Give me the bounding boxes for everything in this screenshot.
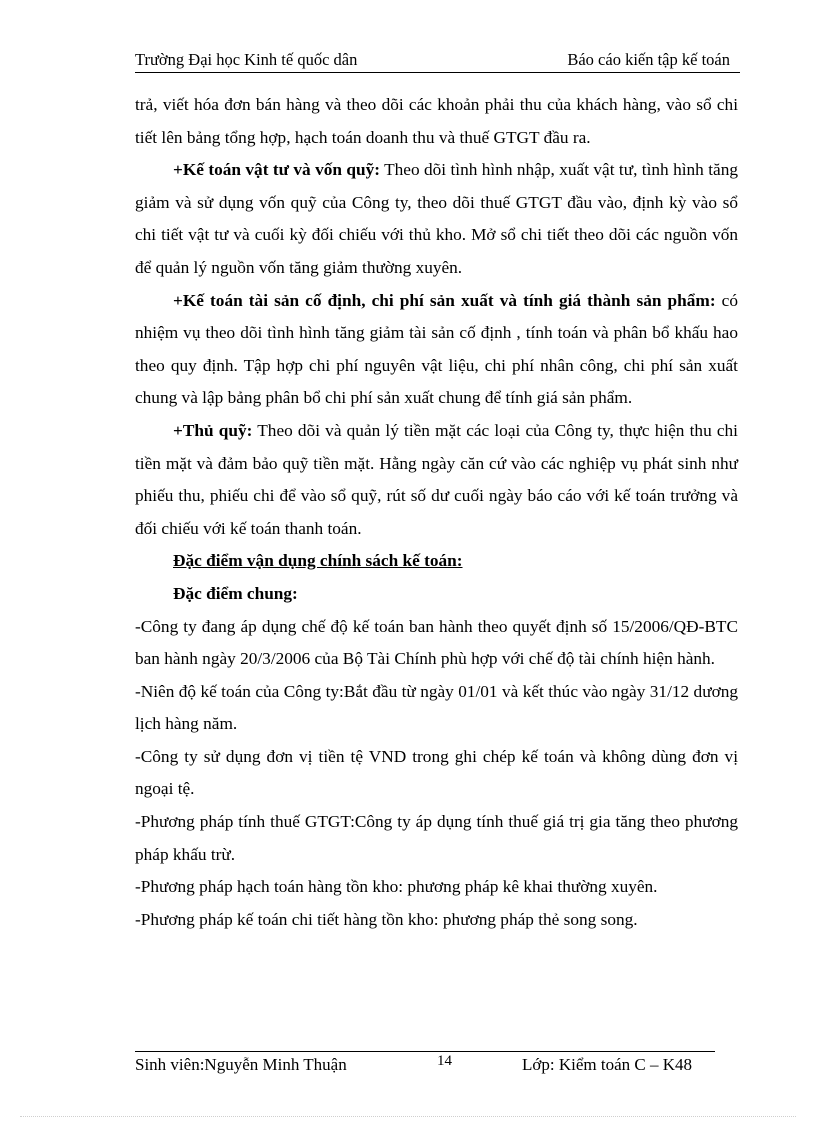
list-item-regime: -Công ty đang áp dụng chế độ kế toán ban hành theo quyết định số 15/2006/QĐ-BTC ban hành ngày 20/3/2006 của Bộ Tài Chính phù hợp với chế độ tài chính hiện hành. (135, 616, 738, 669)
document-body (135, 89, 738, 936)
list-item-inventory-detail: -Phương pháp kế toán chi tiết hàng tồn kho: phương pháp thẻ song song. (135, 909, 638, 929)
paragraph-materials-text: Theo dõi tình hình nhập, xuất vật tư, tình hình tăng giảm và sử dụng vốn quỹ của Công ty, theo dõi thuế GTGT đầu vào, định kỳ vào sổ chi tiết vật tư và cuối kỳ đối chiếu với thủ kho. Mở sổ chi tiết theo dõi các nguồn vốn để quản lý nguồn vốn tăng giảm thường xuyên. (135, 160, 738, 277)
page-number: 14 (437, 1053, 452, 1069)
footer-divider (135, 1051, 715, 1052)
paragraph-cashier (135, 415, 738, 545)
paragraph-cashier-title: +Thủ quỹ: (173, 420, 253, 440)
list-item-vat-method: -Phương pháp tính thuế GTGT:Công ty áp dụng tính thuế giá trị gia tăng theo phương pháp khấu trừ. (135, 812, 738, 864)
paragraph-materials (135, 154, 738, 284)
paragraph-1: trả, viết hóa đơn bán hàng và theo dõi các khoản phải thu của khách hàng, vào sổ chi tiết lên bảng tổng hợp, hạch toán doanh thu và thuế GTGT đầu ra. (135, 95, 738, 147)
paragraph-materials-title: +Kế toán vật tư và vốn quỹ: (173, 160, 380, 180)
paragraph-fixed-assets-text: có nhiệm vụ theo dõi tình hình tăng giảm tài sản cố định , tính toán và phân bổ khấu hao theo quy định. Tập hợp chi phí nguyên vật liệu, chi phí nhân công, chi phí sản xuất chung và lập bảng phân bổ chi phí sản xuất chung để tính giá sản phẩm. (135, 290, 738, 408)
paragraph-cashier-text: Theo dõi và quản lý tiền mặt các loại của Công ty, thực hiện thu chi tiền mặt và đảm bảo quỹ tiền mặt. Hằng ngày căn cứ vào các nghiệp vụ phát sinh như phiếu thu, phiếu chi để vào sổ quỹ, rút số dư cuối ngày báo cáo với kế toán trưởng và đối chiếu với kế toán thanh toán. (135, 420, 738, 538)
paragraph-fixed-assets (135, 285, 738, 415)
page-bottom-border (20, 1116, 796, 1117)
list-item-currency: -Công ty sử dụng đơn vị tiền tệ VND trong ghi chép kế toán và không dùng đơn vị ngoại tệ. (135, 746, 738, 799)
section-heading-general: Đặc điểm chung: (173, 583, 298, 603)
section-heading-policy: Đặc điểm vận dụng chính sách kế toán: (173, 551, 463, 571)
page-header (135, 50, 740, 73)
list-item-fiscal-year: -Niên độ kế toán của Công ty:Bắt đầu từ ngày 01/01 và kết thúc vào ngày 31/12 dương lịch hàng năm. (135, 681, 738, 734)
header-report-title: Báo cáo kiến tập kế toán (567, 50, 730, 69)
footer-class: Lớp: Kiểm toán C – K48 (522, 1055, 692, 1074)
list-item-inventory: -Phương pháp hạch toán hàng tồn kho: phương pháp kê khai thường xuyên. (135, 877, 658, 897)
header-school: Trường Đại học Kinh tế quốc dân (135, 50, 358, 69)
footer-student: Sinh viên:Nguyễn Minh Thuận (135, 1055, 347, 1074)
paragraph-fixed-assets-title: +Kế toán tài sản cố định, chi phí sản xuất và tính giá thành sản phẩm: (173, 290, 716, 310)
